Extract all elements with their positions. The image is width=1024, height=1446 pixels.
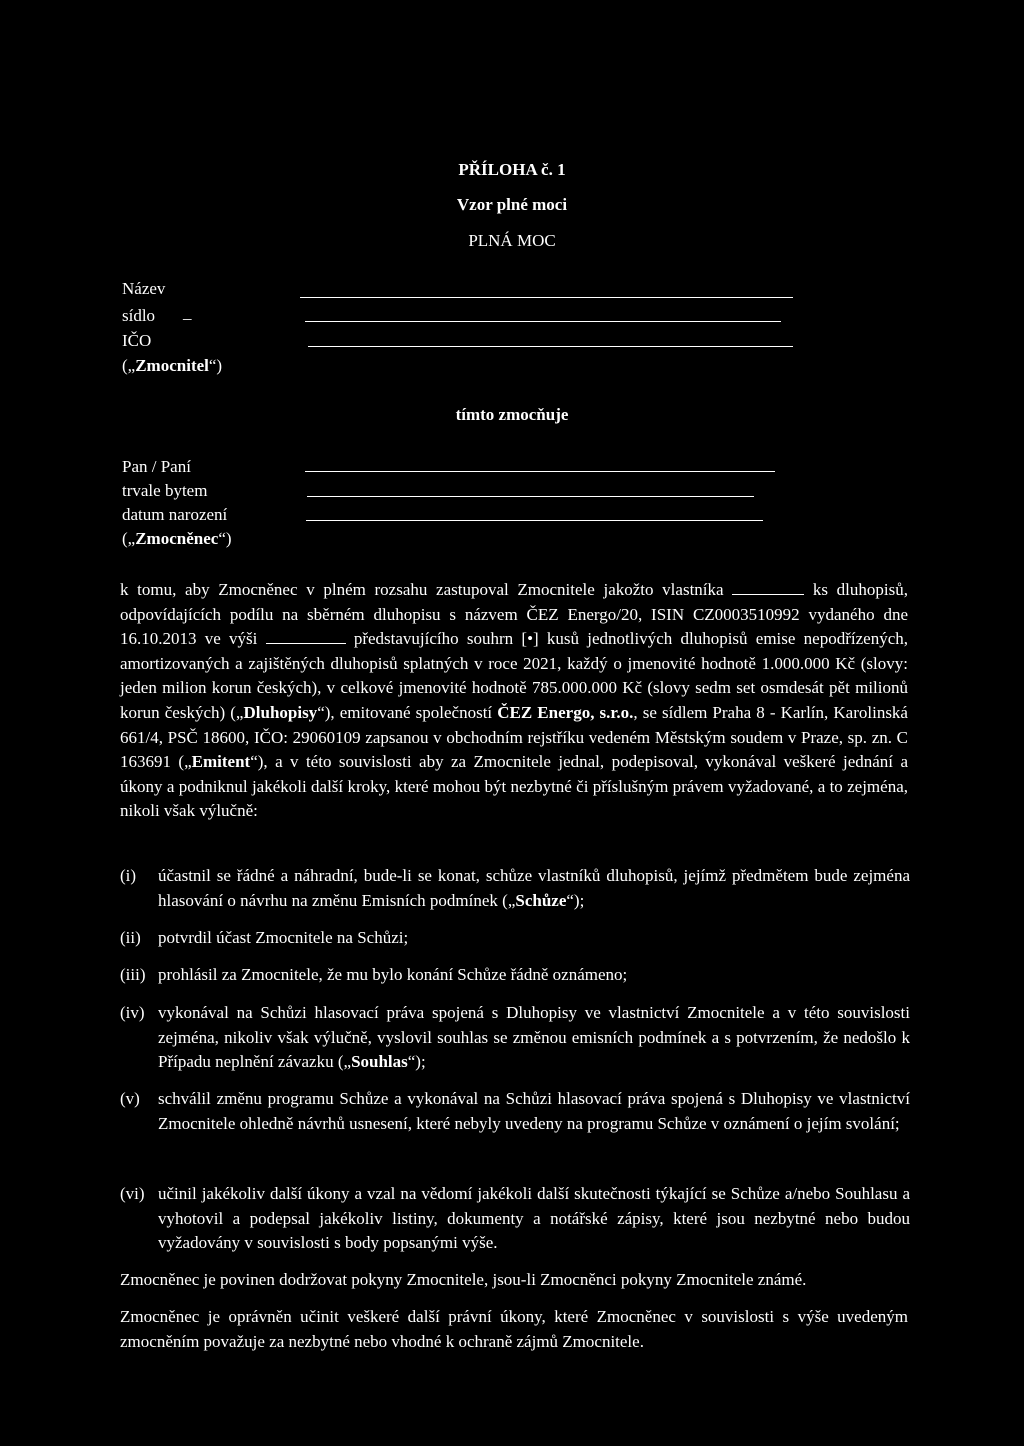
principal-id-label: IČO: [122, 331, 152, 350]
list-item: (v) schválil změnu programu Schůze a vykonával na Schůzi hlasovací práva spojená s Dluhopisy ve vlastnictví Zmocnitele ohledně návrhů usnesení, které nebyly uvedeny na programu Schůze v oznámení o jejím svolání;: [120, 1089, 910, 1133]
annex-heading: PŘÍLOHA č. 1: [458, 160, 566, 179]
list-item: (vi) učinil jakékoliv další úkony a vzal na vědomí jakékoli další skutečnosti týkající se Schůze a/nebo Souhlasu a vyhotovil a podepsal jakékoliv listiny, dokumenty a notářské zápisy, které jsou nezbytné nebo budou vyžadovány v souvislosti s body popsanými výše.: [120, 1184, 910, 1253]
closing-instructions: Zmocněnec je povinen dodržovat pokyny Zmocnitele, jsou-li Zmocněnci pokyny Zmocnitele známé.: [120, 1270, 807, 1289]
principal-name-label: Název: [122, 279, 166, 298]
list-item: (ii) potvrdil účast Zmocnitele na Schůzi;: [120, 928, 409, 947]
authorizes-heading: tímto zmocňuje: [455, 405, 569, 424]
principal-definition: („Zmocnitel“): [122, 356, 223, 375]
agent-definition: („Zmocněnec“): [122, 529, 232, 548]
agent-name-label: Pan / Paní: [122, 457, 191, 476]
agent-name-field[interactable]: [305, 471, 775, 472]
principal-id-field[interactable]: [308, 346, 793, 347]
principal-name-field[interactable]: [300, 297, 793, 298]
agent-birth-field[interactable]: [306, 520, 763, 521]
closing-authority: Zmocněnec je oprávněn učinit veškeré další právní úkony, které Zmocněnec v souvislosti s výše uvedeným zmocněním považuje za nezbytné nebo vhodné k ochraně zájmů Zmocnitele.: [120, 1307, 908, 1351]
principal-seat-field[interactable]: [305, 321, 781, 322]
agent-residence-label: trvale bytem: [122, 481, 208, 500]
bond-amount-field[interactable]: [266, 629, 346, 644]
document-subtitle: Vzor plné moci: [456, 195, 568, 214]
list-item: (i) účastnil se řádné a náhradní, bude-li se konat, schůze vlastníků dluhopisů, jejímž předmětem bude zejména hlasování o návrhu na změnu Emisních podmínek („Schůze“);: [120, 866, 910, 910]
principal-seat-label: sídlo: [122, 306, 156, 325]
list-item: (iii) prohlásil za Zmocnitele, že mu bylo konání Schůze řádně oznámeno;: [120, 965, 628, 984]
authorization-scope-paragraph: k tomu, aby Zmocněnec v plném rozsahu zastupoval Zmocnitele jakožto vlastníka ks dluhopisů, odpovídajících podílu na sběrném dluhopisu s názvem ČEZ Energo/20, ISIN CZ0003510992 vydaného dne 16.10.2013 ve výši představujícího souhrn [•] kusů jednotlivých dluhopisů emise nepodřízených, amortizovaných a zajištěných dluhopisů splatných v roce 2021, každý o jmenovité hodnotě 1.000.000 Kč (slovy: jeden milion korun českých), v celkové jmenovité hodnotě 785.000.000 Kč (slovy sedm set osmdesát pět milionů korun českých) („Dluhopisy“), emitované společností ČEZ Energo, s.r.o., se sídlem Praha 8 - Karlín, Karolinská 661/4, PSČ 18600, IČO: 29060109 zapsanou v obchodním rejstříku vedeném Městským soudem v Praze, sp. zn. C 163691 („Emitent“), a v této souvislosti aby za Zmocnitele jednal, podepisoval, vykonával veškeré jednání a úkony a podniknul jakékoli další kroky, které mohou být nezbytné či příslušným právem vyžadované, a to zejména, nikoli však výlučně:: [120, 580, 908, 821]
agent-residence-field[interactable]: [307, 496, 754, 497]
agent-birth-label: datum narození: [122, 505, 228, 524]
document-title: PLNÁ MOC: [468, 231, 556, 250]
principal-seat-mark: _: [183, 303, 192, 322]
bond-count-field[interactable]: [732, 580, 804, 595]
list-item: (iv) vykonával na Schůzi hlasovací práva spojená s Dluhopisy ve vlastnictví Zmocnitele a v této souvislosti zejména, nikoliv však výlučně, vyslovil souhlas se změnou emisních podmínek a s potvrzením, že nedošlo k Případu neplnění závazku („Souhlas“);: [120, 1003, 910, 1072]
